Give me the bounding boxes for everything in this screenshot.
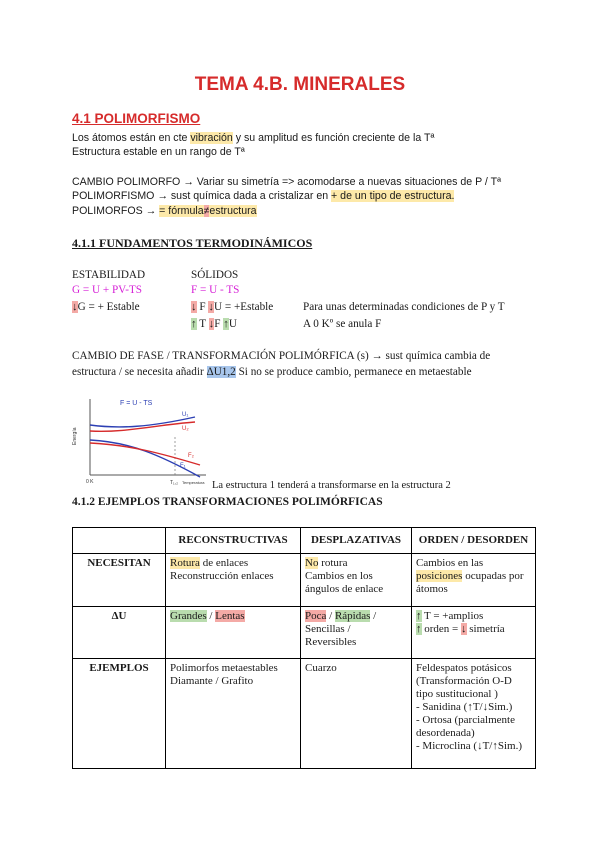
text-segment: de enlaces xyxy=(199,557,249,569)
table-cell xyxy=(166,659,301,769)
graph-caption: La estructura 1 tenderá a transformarse en la estructura 2 xyxy=(212,480,451,491)
column-header: DESPLAZATIVAS xyxy=(301,528,412,554)
row-header: ΔU xyxy=(73,607,166,659)
page-title: TEMA 4.B. MINERALES xyxy=(194,74,406,95)
column-header: ORDEN / DESORDEN xyxy=(412,528,536,554)
table-cell xyxy=(166,554,301,607)
graph-background xyxy=(70,395,210,487)
transformations-table xyxy=(72,527,536,769)
column-title-estabilidad: ESTABILIDAD xyxy=(72,269,146,281)
highlight: No xyxy=(305,557,319,569)
text-segment: T xyxy=(196,318,209,330)
table-cell xyxy=(301,659,412,769)
highlight: ΔU1,2 xyxy=(206,366,236,378)
cell-line: tipo sustitucional ) xyxy=(416,688,498,700)
cell-line xyxy=(170,610,296,623)
table-cell xyxy=(412,554,536,607)
equation-f: F = U - TS xyxy=(191,284,240,296)
text-line xyxy=(72,365,472,379)
table-cell xyxy=(301,607,412,659)
cell-line: Cambios en los xyxy=(305,570,373,582)
text-segment: POLIMORFISMO → sust química dada a cristalizar en xyxy=(72,190,332,202)
text-segment: G = + Estable xyxy=(77,301,140,313)
highlight: = fórmula xyxy=(159,205,204,217)
graph-title: F = U - TS xyxy=(120,400,153,407)
text-segment: F xyxy=(196,301,209,313)
cell-line xyxy=(416,570,531,583)
equation-g: G = U + PV-TS xyxy=(72,284,143,296)
highlight: vibración xyxy=(190,132,233,144)
text-line: A 0 Kº se anula F xyxy=(303,318,382,330)
text-segment: Si no se produce cambio, permanece en metaestable xyxy=(235,366,472,378)
down-arrow-icon: ↓ xyxy=(191,301,197,313)
cell-line: Diamante / Grafito xyxy=(170,675,254,687)
cell-line: Polimorfos metaestables xyxy=(170,662,278,674)
text-segment: y su amplitud es función creciente de la Tª xyxy=(232,132,435,144)
highlight: Grandes xyxy=(170,610,207,622)
cell-line xyxy=(170,557,296,570)
column-title-solidos: SÓLIDOS xyxy=(191,269,239,281)
down-arrow-icon: ↓ xyxy=(72,301,78,313)
up-arrow-icon: ↑ xyxy=(191,318,197,330)
text-segment: / xyxy=(206,610,216,622)
cell-line: Feldespatos potásicos xyxy=(416,662,512,674)
table-row xyxy=(73,607,536,659)
table-row xyxy=(73,659,536,769)
table-cell xyxy=(301,554,412,607)
down-arrow-icon: ↓ xyxy=(461,623,467,635)
text-segment: ocupadas por xyxy=(462,570,524,582)
text-line xyxy=(72,300,140,314)
highlight: Rotura xyxy=(170,557,200,569)
graph-y-label: Energía xyxy=(72,427,78,445)
up-arrow-icon: ↑ xyxy=(416,610,422,622)
text-segment: rotura xyxy=(318,557,348,569)
row-header: NECESITAN xyxy=(73,554,166,607)
text-segment: POLIMORFOS → xyxy=(72,205,160,217)
graph-label-f1: F₁ xyxy=(180,463,186,469)
cell-line: desordenada) xyxy=(416,727,475,739)
text-line: CAMBIO POLIMORFO → Variar su simetría => acomodarse a nuevas situaciones de P / Tª xyxy=(72,176,502,188)
text-segment: U = +Estable xyxy=(214,301,274,313)
text-segment: estructura / se necesita añadir xyxy=(72,366,207,378)
graph-label-f2: F₂ xyxy=(188,453,194,459)
down-arrow-icon: ↓ xyxy=(208,318,215,330)
section-heading-ejemplos: 4.1.2 EJEMPLOS TRANSFORMACIONES POLIMÓRFICAS xyxy=(72,496,383,508)
cell-line: átomos xyxy=(416,583,448,595)
table-cell xyxy=(412,607,536,659)
table-cell xyxy=(166,607,301,659)
cell-line: - Sanidina (↑T/↓Sim.) xyxy=(416,701,513,713)
cell-line: Reconstrucción enlaces xyxy=(170,570,274,582)
text-line: Para unas determinadas condiciones de P y T xyxy=(303,301,505,313)
text-segment: / xyxy=(370,610,377,622)
table-corner-cell xyxy=(73,528,166,554)
cell-line xyxy=(416,623,531,636)
text-line xyxy=(72,189,454,203)
text-segment: Los átomos están en cte xyxy=(72,132,191,144)
up-arrow-icon: ↑ xyxy=(223,318,229,330)
column-header: RECONSTRUCTIVAS xyxy=(166,528,301,554)
section-heading-polimorfismo: 4.1 POLIMORFISMO xyxy=(72,111,201,126)
highlight: Poca xyxy=(305,610,327,622)
up-arrow-icon: ↑ xyxy=(416,623,422,635)
text-segment: / xyxy=(326,610,335,622)
text-segment: F xyxy=(214,318,224,330)
cell-line: ángulos de enlace xyxy=(305,583,384,595)
cell-line xyxy=(305,557,407,570)
down-arrow-icon: ↓ xyxy=(208,301,215,313)
cell-line: Cuarzo xyxy=(305,662,337,674)
highlight: + de un tipo de estructura. xyxy=(331,190,455,202)
highlight: ≠ xyxy=(203,205,210,217)
text-line xyxy=(191,300,273,314)
text-line xyxy=(191,317,237,331)
graph-x0-label: 0 K xyxy=(86,479,94,485)
text-segment: simetría xyxy=(466,623,505,635)
cell-line: Cambios en las xyxy=(416,557,484,569)
table-header-row xyxy=(73,528,536,554)
cell-line: - Microclina (↓T/↑Sim.) xyxy=(416,740,523,752)
graph-label-u2: U₂ xyxy=(182,426,189,432)
highlight: Rápidas xyxy=(334,610,371,622)
text-segment: U xyxy=(228,318,237,330)
text-segment: orden = xyxy=(421,623,461,635)
text-line xyxy=(72,204,257,218)
highlight: Lentas xyxy=(215,610,245,622)
section-heading-fundamentos: 4.1.1 FUNDAMENTOS TERMODINÁMICOS xyxy=(72,236,313,250)
text-segment: T = +amplios xyxy=(421,610,484,622)
cell-line: (Transformación O-D xyxy=(416,675,512,687)
cell-line xyxy=(305,610,407,623)
cell-line: Sencillas / xyxy=(305,623,351,635)
highlight: posiciones xyxy=(416,570,463,582)
graph-tc-label: T₁,₂ xyxy=(170,480,179,486)
highlight: estructura xyxy=(209,205,257,217)
cell-line: - Ortosa (parcialmente xyxy=(416,714,515,726)
text-line: Estructura estable en un rango de Tª xyxy=(72,146,245,158)
text-line: CAMBIO DE FASE / TRANSFORMACIÓN POLIMÓRFICA (s) → sust química cambia de xyxy=(72,350,491,362)
text-line xyxy=(72,131,434,145)
graph-label-u1: U₁ xyxy=(182,412,189,418)
energy-graph xyxy=(70,395,210,487)
table-cell xyxy=(412,659,536,769)
table-row xyxy=(73,554,536,607)
row-header: EJEMPLOS xyxy=(73,659,166,769)
cell-line: Reversibles xyxy=(305,636,357,648)
graph-x-label: Temperatura xyxy=(182,480,205,485)
cell-line xyxy=(416,610,531,623)
